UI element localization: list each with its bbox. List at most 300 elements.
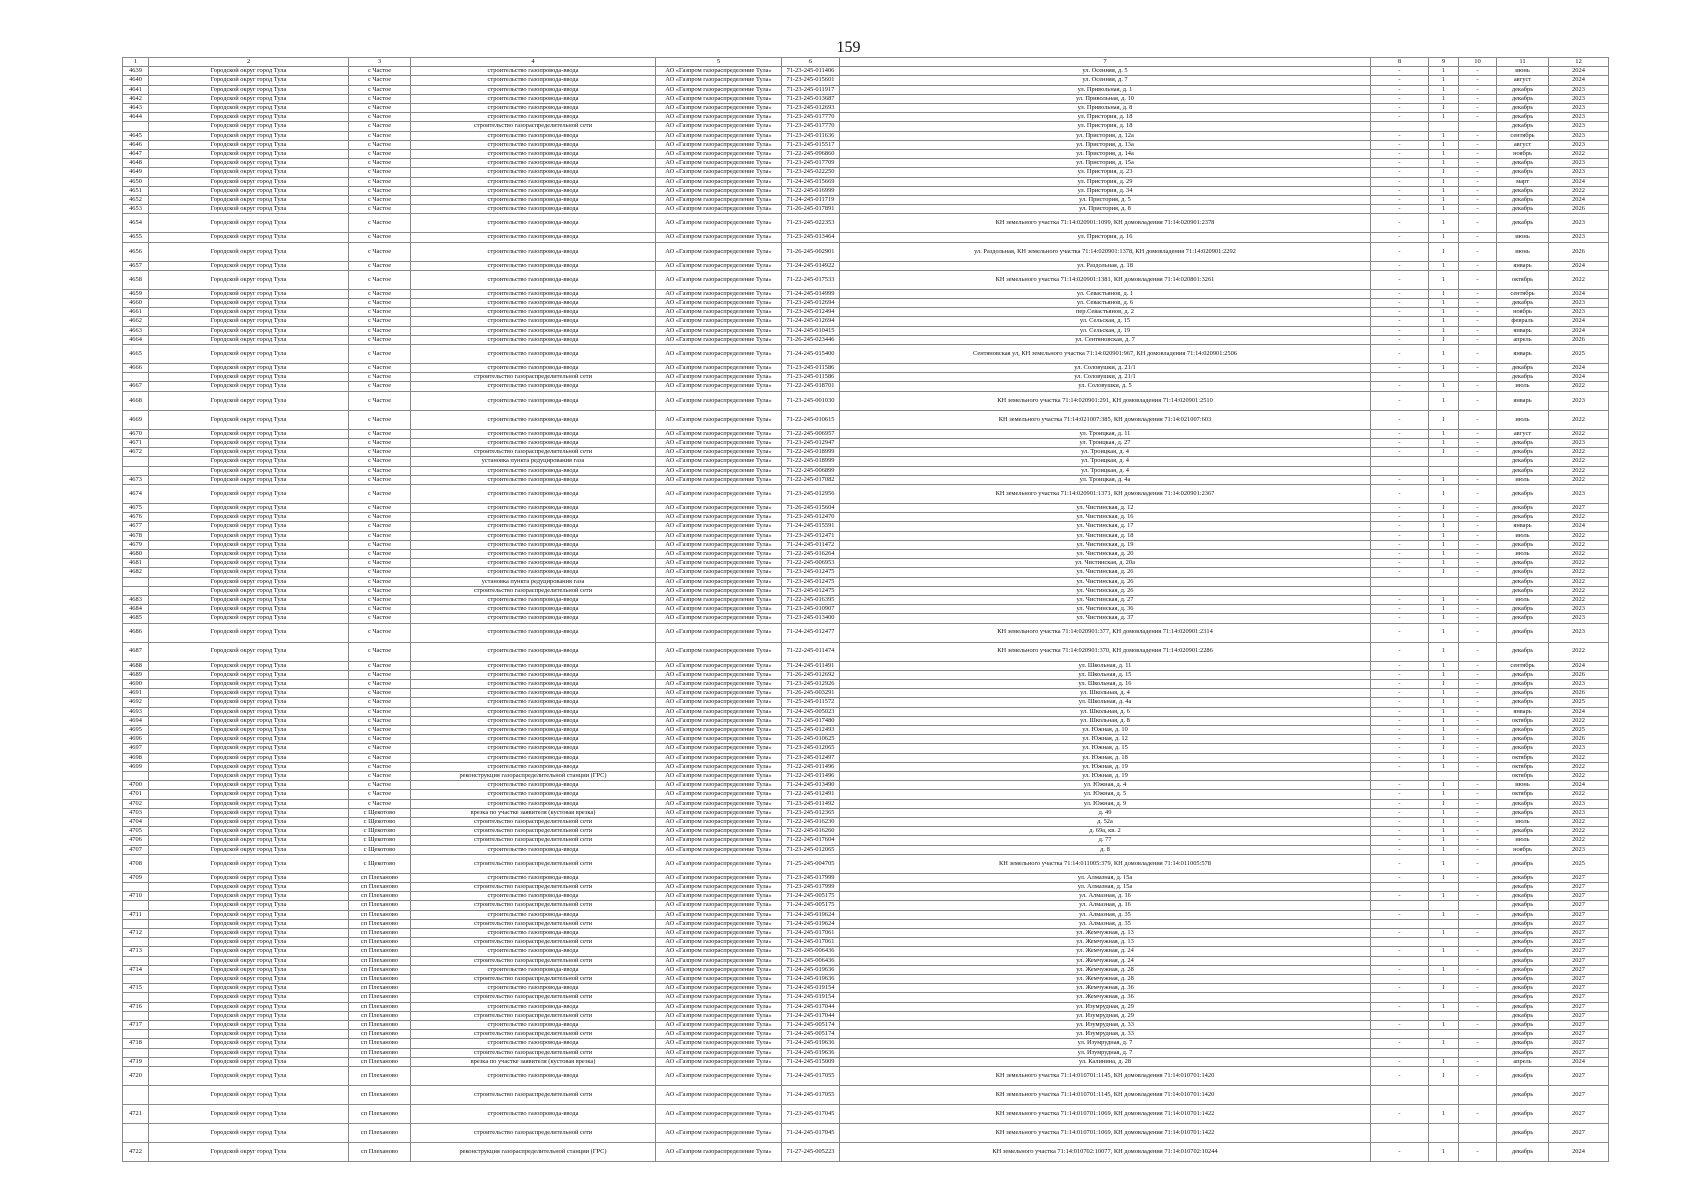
cell-col9 (1429, 993, 1459, 1002)
cell-col9: 1 (1429, 261, 1459, 270)
cell-col9: 1 (1429, 168, 1459, 177)
table-row (123, 698, 1609, 707)
cell-col8: - (1371, 595, 1429, 604)
cell-work-type: строительство газопровода-ввода (411, 744, 656, 753)
cell-col8 (1371, 1124, 1429, 1143)
cell-application-id: 71-24-245-019624 (782, 910, 840, 919)
cell-municipality: Городской округ город Тула (149, 892, 349, 901)
cell-col10: - (1459, 131, 1497, 140)
cell-settlement: с Частое (349, 679, 411, 688)
table-row (123, 1105, 1609, 1124)
cell-col10: - (1459, 965, 1497, 974)
cell-year: 2022 (1549, 836, 1609, 845)
cell-col10: - (1459, 503, 1497, 512)
cell-address: ул. Чистинская, д. 17 (840, 522, 1371, 531)
table-row (123, 140, 1609, 149)
table-row (123, 956, 1609, 965)
cell-year: 2022 (1549, 753, 1609, 762)
table-row (123, 522, 1609, 531)
cell-number: 4652 (123, 196, 149, 205)
table-row (123, 429, 1609, 438)
cell-month: декабрь (1497, 104, 1549, 113)
cell-year: 2022 (1549, 577, 1609, 586)
cell-municipality: Городской округ город Тула (149, 1067, 349, 1086)
cell-number: 4655 (123, 233, 149, 242)
cell-col8: - (1371, 531, 1429, 540)
cell-number: 4693 (123, 707, 149, 716)
cell-work-type: строительство газопровода-ввода (411, 335, 656, 344)
cell-municipality: Городской округ город Тула (149, 689, 349, 698)
cell-application-id: 71-24-245-010415 (782, 326, 840, 335)
cell-organization: АО «Газпром газораспределение Тула» (656, 753, 782, 762)
cell-settlement: с Частое (349, 623, 411, 642)
cell-settlement: с Частое (349, 205, 411, 214)
cell-address: КН земельного участка 71:14:020901:370, КН домовладения 71:14:020901:2286 (840, 642, 1371, 661)
cell-municipality: Городской округ город Тула (149, 391, 349, 410)
cell-year: 2022 (1549, 429, 1609, 438)
cell-number: 4687 (123, 642, 149, 661)
cell-number: 4714 (123, 965, 149, 974)
cell-year: 2027 (1549, 984, 1609, 993)
cell-work-type: строительство газораспределительной сети (411, 993, 656, 1002)
cell-address: ул. Пристория, д. 8 (840, 205, 1371, 214)
cell-address: ул. Привольная, д. 10 (840, 94, 1371, 103)
cell-col9: 1 (1429, 1067, 1459, 1086)
cell-col8: - (1371, 522, 1429, 531)
cell-municipality: Городской округ город Тула (149, 975, 349, 984)
cell-municipality: Городской округ город Тула (149, 1143, 349, 1162)
cell-municipality: Городской округ город Тула (149, 531, 349, 540)
cell-address: КН земельного участка 71:14:021007:385, КН домовладения 71:14:021007:603 (840, 410, 1371, 429)
cell-number: 4677 (123, 522, 149, 531)
cell-col9: 1 (1429, 391, 1459, 410)
cell-month: март (1497, 177, 1549, 186)
cell-address: ул. Пристория, д. 13а (840, 140, 1371, 149)
table-row (123, 1143, 1609, 1162)
cell-number (123, 586, 149, 595)
cell-year: 2026 (1549, 689, 1609, 698)
cell-col10: - (1459, 679, 1497, 688)
cell-address: Сентяновская ул, КН земельного участка 71:14:020901:967, КН домовладения 71:14:020901:2506 (840, 345, 1371, 364)
cell-year: 2027 (1549, 901, 1609, 910)
cell-month: декабрь (1497, 513, 1549, 522)
cell-municipality: Городской округ город Тула (149, 679, 349, 688)
cell-month: июнь (1497, 233, 1549, 242)
cell-col10: - (1459, 910, 1497, 919)
cell-col9: 1 (1429, 762, 1459, 771)
cell-number: 4657 (123, 261, 149, 270)
table-row (123, 289, 1609, 298)
cell-col8: - (1371, 679, 1429, 688)
cell-municipality: Городской округ город Тула (149, 299, 349, 308)
table-row (123, 531, 1609, 540)
cell-organization: АО «Газпром газораспределение Тула» (656, 410, 782, 429)
cell-organization: АО «Газпром газораспределение Тула» (656, 725, 782, 734)
cell-number: 4699 (123, 762, 149, 771)
table-row (123, 716, 1609, 725)
cell-month: июль (1497, 836, 1549, 845)
table-row (123, 94, 1609, 103)
cell-col10: - (1459, 159, 1497, 168)
cell-year: 2023 (1549, 140, 1609, 149)
cell-organization: АО «Газпром газораспределение Тула» (656, 122, 782, 131)
cell-settlement: с Частое (349, 698, 411, 707)
cell-address: ул. Южная, д. 15 (840, 744, 1371, 753)
cell-year: 2023 (1549, 214, 1609, 233)
cell-col10: - (1459, 335, 1497, 344)
cell-application-id: 71-24-245-019636 (782, 965, 840, 974)
cell-work-type: строительство газопровода-ввода (411, 531, 656, 540)
cell-work-type: строительство газораспределительной сети (411, 1011, 656, 1020)
cell-organization: АО «Газпром газораспределение Тула» (656, 735, 782, 744)
cell-settlement: сп Плеханово (349, 1086, 411, 1105)
cell-application-id: 71-22-245-016395 (782, 595, 840, 604)
cell-year: 2026 (1549, 335, 1609, 344)
cell-organization: АО «Газпром газораспределение Тула» (656, 679, 782, 688)
cell-municipality: Городской округ город Тула (149, 605, 349, 614)
cell-work-type: строительство газопровода-ввода (411, 947, 656, 956)
cell-municipality: Городской округ город Тула (149, 919, 349, 928)
cell-application-id: 71-24-245-015669 (782, 177, 840, 186)
cell-settlement: с Частое (349, 373, 411, 382)
cell-number: 4690 (123, 679, 149, 688)
table-row (123, 1039, 1609, 1048)
table-row (123, 1021, 1609, 1030)
cell-work-type: строительство газораспределительной сети (411, 901, 656, 910)
cell-year: 2023 (1549, 623, 1609, 642)
cell-number: 4708 (123, 854, 149, 873)
cell-municipality: Городской округ город Тула (149, 818, 349, 827)
cell-col8: - (1371, 725, 1429, 734)
cell-col10: - (1459, 104, 1497, 113)
cell-organization: АО «Газпром газораспределение Тула» (656, 522, 782, 531)
cell-month: октябрь (1497, 790, 1549, 799)
cell-col8: - (1371, 168, 1429, 177)
cell-col9: 1 (1429, 308, 1459, 317)
cell-month: декабрь (1497, 1086, 1549, 1105)
table-row (123, 1067, 1609, 1086)
cell-number: 4721 (123, 1105, 149, 1124)
cell-work-type: строительство газопровода-ввода (411, 522, 656, 531)
cell-col9 (1429, 577, 1459, 586)
cell-address: ул. Школьная, д. 4а (840, 698, 1371, 707)
cell-municipality: Городской округ город Тула (149, 540, 349, 549)
cell-col8: - (1371, 568, 1429, 577)
cell-month: декабрь (1497, 892, 1549, 901)
cell-col8: - (1371, 140, 1429, 149)
cell-month: декабрь (1497, 466, 1549, 475)
cell-municipality: Городской округ город Тула (149, 568, 349, 577)
table-row (123, 993, 1609, 1002)
cell-municipality: Городской округ город Тула (149, 196, 349, 205)
cell-col9 (1429, 771, 1459, 780)
cell-month: январь (1497, 326, 1549, 335)
cell-application-id: 71-23-245-022353 (782, 214, 840, 233)
cell-col10: - (1459, 1143, 1497, 1162)
cell-address: ул. Школьная, д. 15 (840, 670, 1371, 679)
cell-year: 2024 (1549, 1143, 1609, 1162)
cell-municipality: Городской округ город Тула (149, 1057, 349, 1066)
cell-month: декабрь (1497, 457, 1549, 466)
cell-number: 4710 (123, 892, 149, 901)
table-row (123, 799, 1609, 808)
cell-address: ул. Пристория, д. 15а (840, 159, 1371, 168)
cell-work-type: строительство газораспределительной сети (411, 448, 656, 457)
cell-address: ул. Соловушки, д. 21/1 (840, 373, 1371, 382)
cell-organization: АО «Газпром газораспределение Тула» (656, 448, 782, 457)
cell-col9 (1429, 883, 1459, 892)
cell-address: ул. Осенняя, д. 7 (840, 76, 1371, 85)
table-row (123, 919, 1609, 928)
cell-settlement: сп Плеханово (349, 929, 411, 938)
cell-municipality: Городской округ город Тула (149, 1039, 349, 1048)
cell-col9 (1429, 956, 1459, 965)
cell-municipality: Городской округ город Тула (149, 661, 349, 670)
cell-municipality: Городской округ город Тула (149, 326, 349, 335)
cell-work-type: строительство газопровода-ввода (411, 1067, 656, 1086)
cell-col8: - (1371, 808, 1429, 817)
cell-year: 2022 (1549, 827, 1609, 836)
cell-month: декабрь (1497, 689, 1549, 698)
cell-work-type: строительство газопровода-ввода (411, 595, 656, 604)
cell-settlement: с Частое (349, 131, 411, 140)
cell-col8 (1371, 771, 1429, 780)
cell-address: ул. Пристория, д. 34 (840, 186, 1371, 195)
cell-application-id: 71-24-245-005174 (782, 1021, 840, 1030)
cell-municipality: Городской округ город Тула (149, 457, 349, 466)
cell-col10: - (1459, 484, 1497, 503)
cell-application-id: 71-22-245-016260 (782, 827, 840, 836)
cell-col9: 1 (1429, 873, 1459, 882)
cell-col8: - (1371, 854, 1429, 873)
cell-settlement: с Частое (349, 475, 411, 484)
cell-month: декабрь (1497, 1021, 1549, 1030)
table-row (123, 623, 1609, 642)
cell-municipality: Городской округ город Тула (149, 168, 349, 177)
cell-month: август (1497, 76, 1549, 85)
cell-col8: - (1371, 76, 1429, 85)
cell-month: декабрь (1497, 214, 1549, 233)
cell-work-type: строительство газораспределительной сети (411, 938, 656, 947)
cell-col9: 1 (1429, 614, 1459, 623)
cell-address: ул. Чистинская, д. 19 (840, 540, 1371, 549)
cell-settlement: с Щекотово (349, 808, 411, 817)
cell-address: ул. Алмазная, д. 15а (840, 873, 1371, 882)
cell-application-id: 71-23-245-012065 (782, 744, 840, 753)
cell-col9: 1 (1429, 984, 1459, 993)
cell-application-id: 71-23-245-006436 (782, 956, 840, 965)
cell-col9: 1 (1429, 410, 1459, 429)
cell-settlement: с Щекотово (349, 818, 411, 827)
cell-application-id: 71-23-245-017709 (782, 159, 840, 168)
cell-col10: - (1459, 698, 1497, 707)
cell-application-id: 71-25-245-004705 (782, 854, 840, 873)
cell-work-type: установка пункта редуцирования газа (411, 577, 656, 586)
cell-organization: АО «Газпром газораспределение Тула» (656, 661, 782, 670)
cell-application-id: 71-23-245-012947 (782, 438, 840, 447)
cell-col10 (1459, 771, 1497, 780)
cell-settlement: с Частое (349, 391, 411, 410)
cell-col10: - (1459, 725, 1497, 734)
cell-col8: - (1371, 503, 1429, 512)
cell-organization: АО «Газпром газораспределение Тула» (656, 1021, 782, 1030)
cell-application-id: 71-23-245-012471 (782, 531, 840, 540)
cell-organization: АО «Газпром газораспределение Тула» (656, 1048, 782, 1057)
cell-application-id: 71-23-245-015601 (782, 76, 840, 85)
cell-municipality: Городской округ город Тула (149, 781, 349, 790)
cell-work-type: строительство газопровода-ввода (411, 85, 656, 94)
cell-settlement: с Частое (349, 595, 411, 604)
cell-settlement: с Частое (349, 186, 411, 195)
cell-work-type: строительство газопровода-ввода (411, 540, 656, 549)
cell-organization: АО «Газпром газораспределение Тула» (656, 975, 782, 984)
cell-col8: - (1371, 910, 1429, 919)
cell-settlement: сп Плеханово (349, 1105, 411, 1124)
cell-col8: - (1371, 984, 1429, 993)
cell-col8: - (1371, 929, 1429, 938)
cell-month: декабрь (1497, 965, 1549, 974)
cell-col9: 1 (1429, 735, 1459, 744)
cell-application-id: 71-23-245-013400 (782, 614, 840, 623)
cell-col10: - (1459, 568, 1497, 577)
cell-application-id: 71-24-245-005023 (782, 707, 840, 716)
cell-year: 2023 (1549, 113, 1609, 122)
cell-settlement: с Частое (349, 670, 411, 679)
cell-work-type: строительство газораспределительной сети (411, 827, 656, 836)
cell-organization: АО «Газпром газораспределение Тула» (656, 1011, 782, 1020)
register-table-container (122, 57, 1608, 1162)
cell-col8: - (1371, 892, 1429, 901)
cell-col8: - (1371, 781, 1429, 790)
cell-address: ул. Школьная, д. 8 (840, 716, 1371, 725)
cell-address: ул. Троицкая, д. 11 (840, 429, 1371, 438)
cell-address: ул. Южная, д. 10 (840, 725, 1371, 734)
cell-col8 (1371, 919, 1429, 928)
table-row (123, 753, 1609, 762)
cell-settlement: с Частое (349, 771, 411, 780)
cell-work-type: строительство газопровода-ввода (411, 391, 656, 410)
cell-application-id: 71-22-245-018701 (782, 382, 840, 391)
cell-col10 (1459, 919, 1497, 928)
cell-organization: АО «Газпром газораспределение Тула» (656, 299, 782, 308)
cell-col8: - (1371, 94, 1429, 103)
table-row (123, 186, 1609, 195)
table-row (123, 233, 1609, 242)
cell-organization: АО «Газпром газораспределение Тула» (656, 113, 782, 122)
cell-col10 (1459, 457, 1497, 466)
cell-col10 (1459, 883, 1497, 892)
cell-col10: - (1459, 429, 1497, 438)
cell-work-type: строительство газопровода-ввода (411, 1105, 656, 1124)
cell-year: 2023 (1549, 104, 1609, 113)
cell-settlement: с Частое (349, 76, 411, 85)
cell-number: 4640 (123, 76, 149, 85)
cell-col9: 1 (1429, 744, 1459, 753)
cell-number: 4703 (123, 808, 149, 817)
cell-municipality: Городской округ город Тула (149, 122, 349, 131)
cell-col10: - (1459, 540, 1497, 549)
cell-municipality: Городской округ город Тула (149, 947, 349, 956)
cell-number: 4701 (123, 790, 149, 799)
cell-settlement: с Частое (349, 735, 411, 744)
table-row (123, 947, 1609, 956)
cell-municipality: Городской округ город Тула (149, 67, 349, 76)
cell-address: ул. Алмазная, д. 15а (840, 883, 1371, 892)
cell-number: 4683 (123, 595, 149, 604)
table-row (123, 326, 1609, 335)
cell-settlement: с Частое (349, 448, 411, 457)
cell-col10: - (1459, 177, 1497, 186)
cell-application-id: 71-24-245-015009 (782, 1057, 840, 1066)
cell-organization: АО «Газпром газораспределение Тула» (656, 845, 782, 854)
cell-organization: АО «Газпром газораспределение Тула» (656, 104, 782, 113)
cell-col9: 1 (1429, 642, 1459, 661)
cell-col10: - (1459, 762, 1497, 771)
cell-number (123, 577, 149, 586)
cell-municipality: Городской округ город Тула (149, 716, 349, 725)
cell-address: КН земельного участка 71:14:010701:1145, КН домовладения 71:14:010701:1420 (840, 1086, 1371, 1105)
cell-organization: АО «Газпром газораспределение Тула» (656, 614, 782, 623)
cell-month: декабрь (1497, 205, 1549, 214)
cell-municipality: Городской округ город Тула (149, 845, 349, 854)
cell-application-id: 71-23-245-010907 (782, 605, 840, 614)
cell-municipality: Городской округ город Тула (149, 836, 349, 845)
cell-work-type: строительство газопровода-ввода (411, 929, 656, 938)
cell-address: ул. Чистинская, д. 27 (840, 595, 1371, 604)
cell-application-id: 71-22-245-011474 (782, 642, 840, 661)
cell-year: 2027 (1549, 1039, 1609, 1048)
table-row (123, 892, 1609, 901)
cell-col9: 1 (1429, 131, 1459, 140)
cell-year: 2024 (1549, 781, 1609, 790)
cell-settlement: с Частое (349, 242, 411, 261)
cell-settlement: сп Плеханово (349, 883, 411, 892)
cell-organization: АО «Газпром газораспределение Тула» (656, 438, 782, 447)
cell-col8: - (1371, 196, 1429, 205)
cell-municipality: Городской округ город Тула (149, 242, 349, 261)
cell-col8: - (1371, 448, 1429, 457)
cell-month: январь (1497, 391, 1549, 410)
cell-col10: - (1459, 345, 1497, 364)
cell-number (123, 1124, 149, 1143)
cell-municipality: Городской округ город Тула (149, 104, 349, 113)
cell-municipality: Городской округ город Тула (149, 159, 349, 168)
cell-col9: 1 (1429, 892, 1459, 901)
cell-year: 2023 (1549, 94, 1609, 103)
cell-work-type: строительство газопровода-ввода (411, 242, 656, 261)
cell-application-id: 71-24-245-017045 (782, 1124, 840, 1143)
cell-number: 4665 (123, 345, 149, 364)
cell-col9: 1 (1429, 854, 1459, 873)
cell-address: д. 52а (840, 818, 1371, 827)
cell-col9 (1429, 586, 1459, 595)
column-header: 10 (1459, 58, 1497, 67)
cell-month: январь (1497, 261, 1549, 270)
cell-organization: АО «Газпром газораспределение Тула» (656, 883, 782, 892)
cell-year: 2023 (1549, 299, 1609, 308)
cell-municipality: Городской округ город Тула (149, 1124, 349, 1143)
cell-month: декабрь (1497, 735, 1549, 744)
cell-work-type: строительство газораспределительной сети (411, 818, 656, 827)
cell-address: ул. Соловушки, д. 5 (840, 382, 1371, 391)
cell-work-type: строительство газопровода-ввода (411, 261, 656, 270)
cell-work-type: строительство газораспределительной сети (411, 122, 656, 131)
cell-address: ул. Сельская, д. 19 (840, 326, 1371, 335)
cell-month: ноябрь (1497, 150, 1549, 159)
cell-col9: 1 (1429, 965, 1459, 974)
cell-address: д. 77 (840, 836, 1371, 845)
cell-municipality: Городской округ город Тула (149, 883, 349, 892)
